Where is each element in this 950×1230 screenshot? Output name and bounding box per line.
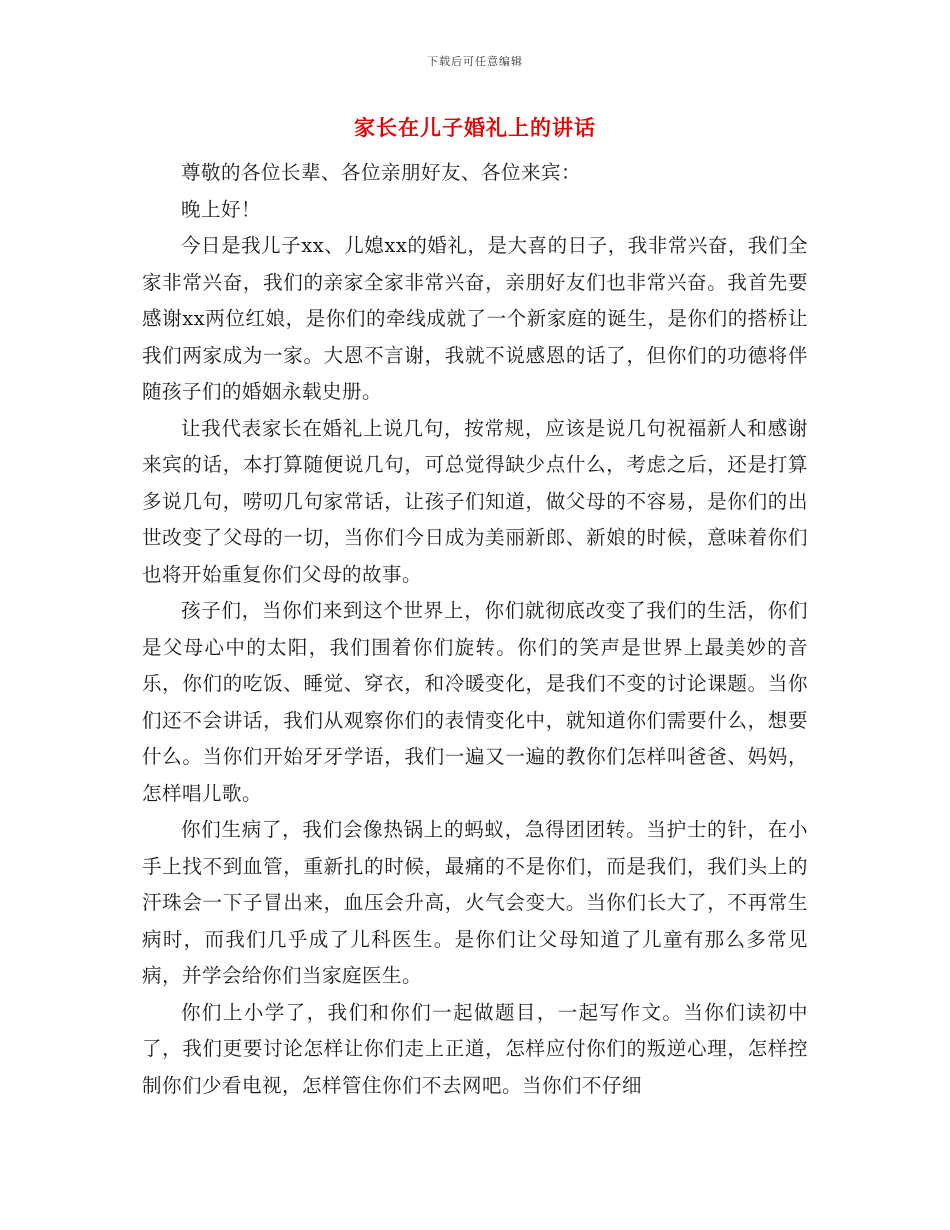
body-paragraph: 你们生病了，我们会像热锅上的蚂蚁，急得团团转。当护士的针，在小手上找不到血管，重新扎的时候，最痛的不是你们，而是我们，我们头上的汗珠会一下子冒出来，血压会升高，火气会变大。当你们长大了，不再常生病时，而我们几乎成了儿科医生。是你们让父母知道了儿童有那么多常见病，并学会给你们当家庭医生。 bbox=[142, 818, 808, 987]
body-paragraph: 让我代表家长在婚礼上说几句，按常规，应该是说几句祝福新人和感谢来宾的话，本打算随便说几句，可总觉得缺少点什么，考虑之后，还是打算多说几句，唠叨几句家常话，让孩子们知道，做父母的不容易，是你们的出世改变了父母的一切，当你们今日成为美丽新郎、新娘的时候，意味着你们也将开始重复你们父母的故事。 bbox=[142, 416, 808, 586]
greeting-paragraph: 晚上好！ bbox=[181, 197, 262, 221]
document-body bbox=[142, 155, 808, 1104]
document-title: 家长在儿子婚礼上的讲话 bbox=[354, 115, 596, 140]
body-paragraph: 孩子们，当你们来到这个世界上，你们就彻底改变了我们的生活，你们是父母心中的太阳，我们围着你们旋转。你们的笑声是世界上最美妙的音乐，你们的吃饭、睡觉、穿衣，和冷暖变化，是我们不变的讨论课题。当你们还不会讲话，我们从观察你们的表情变化中，就知道你们需要什么，想要什么。当你们开始牙牙学语，我们一遍又一遍的教你们怎样叫爸爸、妈妈，怎样唱儿歌。 bbox=[142, 599, 808, 805]
salutation-paragraph: 尊敬的各位长辈、各位亲朋好友、各位来宾： bbox=[181, 161, 582, 184]
header-note: 下载后可任意编辑 bbox=[427, 55, 523, 68]
body-paragraph: 你们上小学了，我们和你们一起做题目，一起写作文。当你们读初中了，我们更要讨论怎样让你们走上正道，怎样应付你们的叛逆心理，怎样控制你们少看电视，怎样管住你们不去网吧。当你们不仔细 bbox=[142, 1000, 808, 1097]
body-paragraph: 今日是我儿子xx、儿媳xx的婚礼，是大喜的日子，我非常兴奋，我们全家非常兴奋，我们的亲家全家非常兴奋，亲朋好友们也非常兴奋。我首先要感谢xx两位红娘，是你们的牵线成就了一个新家庭的诞生，是你们的搭桥让我们两家成为一家。大恩不言谢，我就不说感恩的话了，但你们的功德将伴随孩子们的婚姻永载史册。 bbox=[142, 234, 808, 403]
